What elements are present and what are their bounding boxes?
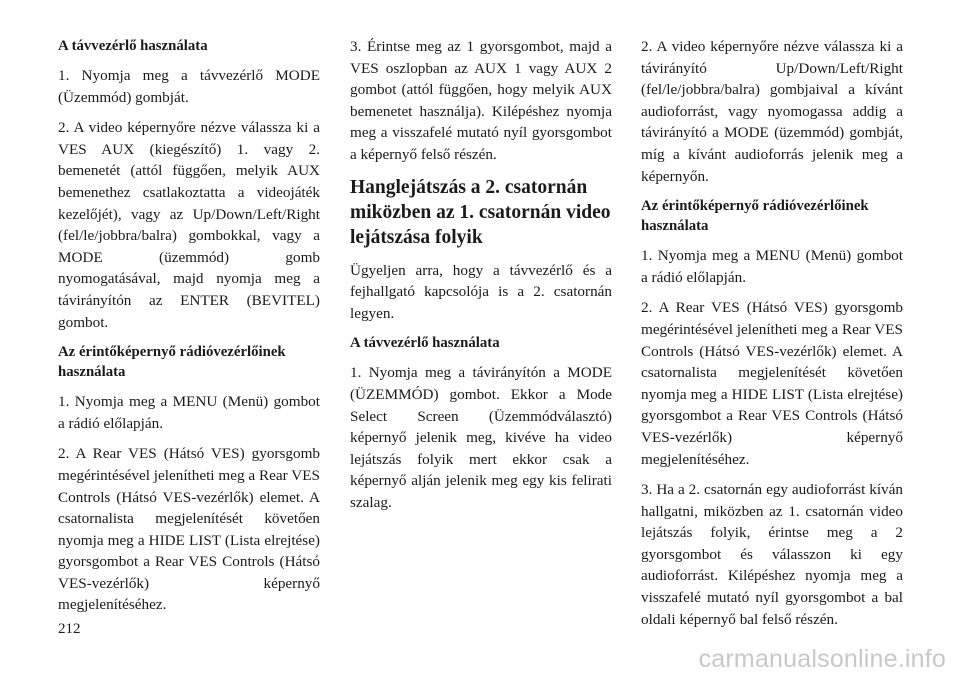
paragraph: 2. A Rear VES (Hátsó VES) gyorsgomb megérintésével jelenítheti meg a Rear VES Controls (Hátsó VES-vezérlők) elemet. A csatornalista megjelenítését követően nyomja meg a HIDE LIST (Lista elrejtése) gyorsgombot a Rear VES Controls (Hátsó VES-vezérlők) képernyő megjelenítéséhez.: [641, 299, 903, 468]
paragraph: 3. Ha a 2. csatornán egy audioforrást kíván hallgatni, miközben az 1. csatornán video lejátszás folyik, érintse meg a 2 gyorsgombot és válasszon ki egy audioforrást. Kilépéshez nyomja meg a visszafelé mutató nyíl gyorsgombot a bal oldali képernyő bal felső részén.: [641, 481, 903, 628]
heading-remote-control-use: A távvezérlő használata: [350, 335, 500, 352]
paragraph: Ügyeljen arra, hogy a távvezérlő és a fejhallgató kapcsolója is a 2. csatornán legyen.: [350, 261, 612, 322]
paragraph: 1. Nyomja meg a távirányítón a MODE (ÜZEMMÓD) gombot. Ekkor a Mode Select Screen (Üzemmódválasztó) képernyő jelenik meg, kivéve ha video lejátszás folyik mert ekkor csak a képernyő alján jelenik meg egy kis felirati szalag.: [350, 364, 612, 511]
paragraph: 1. Nyomja meg a MENU (Menü) gombot a rádió előlapján.: [641, 247, 903, 286]
heading-remote-control-use: A távvezérlő használata: [58, 38, 208, 54]
heading-touchscreen-radio-controls: Az érintőképernyő rádióvezérlőinek használata: [58, 344, 286, 381]
paragraph: 2. A Rear VES (Hátsó VES) gyorsgomb megérintésével jelenítheti meg a Rear VES Controls (Hátsó VES-vezérlők) elemet. A csatornalista megjelenítését követően nyomja meg a HIDE LIST (Lista elrejtése) gyorsgombot a Rear VES Controls (Hátsó VES-vezérlők) képernyő megjelenítéséhez.: [58, 445, 320, 614]
watermark: carmanualsonline.info: [698, 645, 946, 673]
section-title: Hanglejátszás a 2. csatornán miközben az 1. csatornán video lejátszása folyik: [350, 176, 611, 248]
column-middle: [350, 36, 612, 523]
heading-touchscreen-radio-controls: Az érintőképernyő rádióvezérlőinek használata: [641, 198, 869, 235]
page-number: 212: [58, 621, 81, 637]
paragraph: 2. A video képernyőre nézve válassza ki a VES AUX (kiegészítő) 1. vagy 2. bemenetét (attól függően, melyik AUX bemenethez csatlakoztatta a videojáték kezelőjét), vagy az Up/Down/Left/Right (fel/le/jobbra/balra) gombokkal, vagy a MODE (üzemmód) gomb nyomogatásával, majd nyomja meg a távirányítón az ENTER (BEVITEL) gombot.: [58, 119, 320, 331]
paragraph: 1. Nyomja meg a távvezérlő MODE (Üzemmód) gombját.: [58, 67, 320, 106]
column-left: [58, 36, 320, 625]
paragraph: 1. Nyomja meg a MENU (Menü) gombot a rádió előlapján.: [58, 393, 320, 432]
paragraph: 2. A video képernyőre nézve válassza ki a távirányító Up/Down/Left/Right (fel/le/jobbra/balra) gombjaival a kívánt audioforrást, vagy nyomogassa addig a távirányító a MODE (üzemmód) gombját, míg a kívánt audioforrás jelenik meg a képernyőn.: [641, 38, 903, 185]
paragraph: 3. Érintse meg az 1 gyorsgombot, majd a VES oszlopban az AUX 1 vagy AUX 2 gombot (attól függően, hogy melyik AUX bemenetet használja). Kilépéshez nyomja meg a visszafelé mutató nyíl gyorsgombot a képernyő felső részén.: [350, 38, 612, 163]
column-right: [641, 36, 903, 639]
